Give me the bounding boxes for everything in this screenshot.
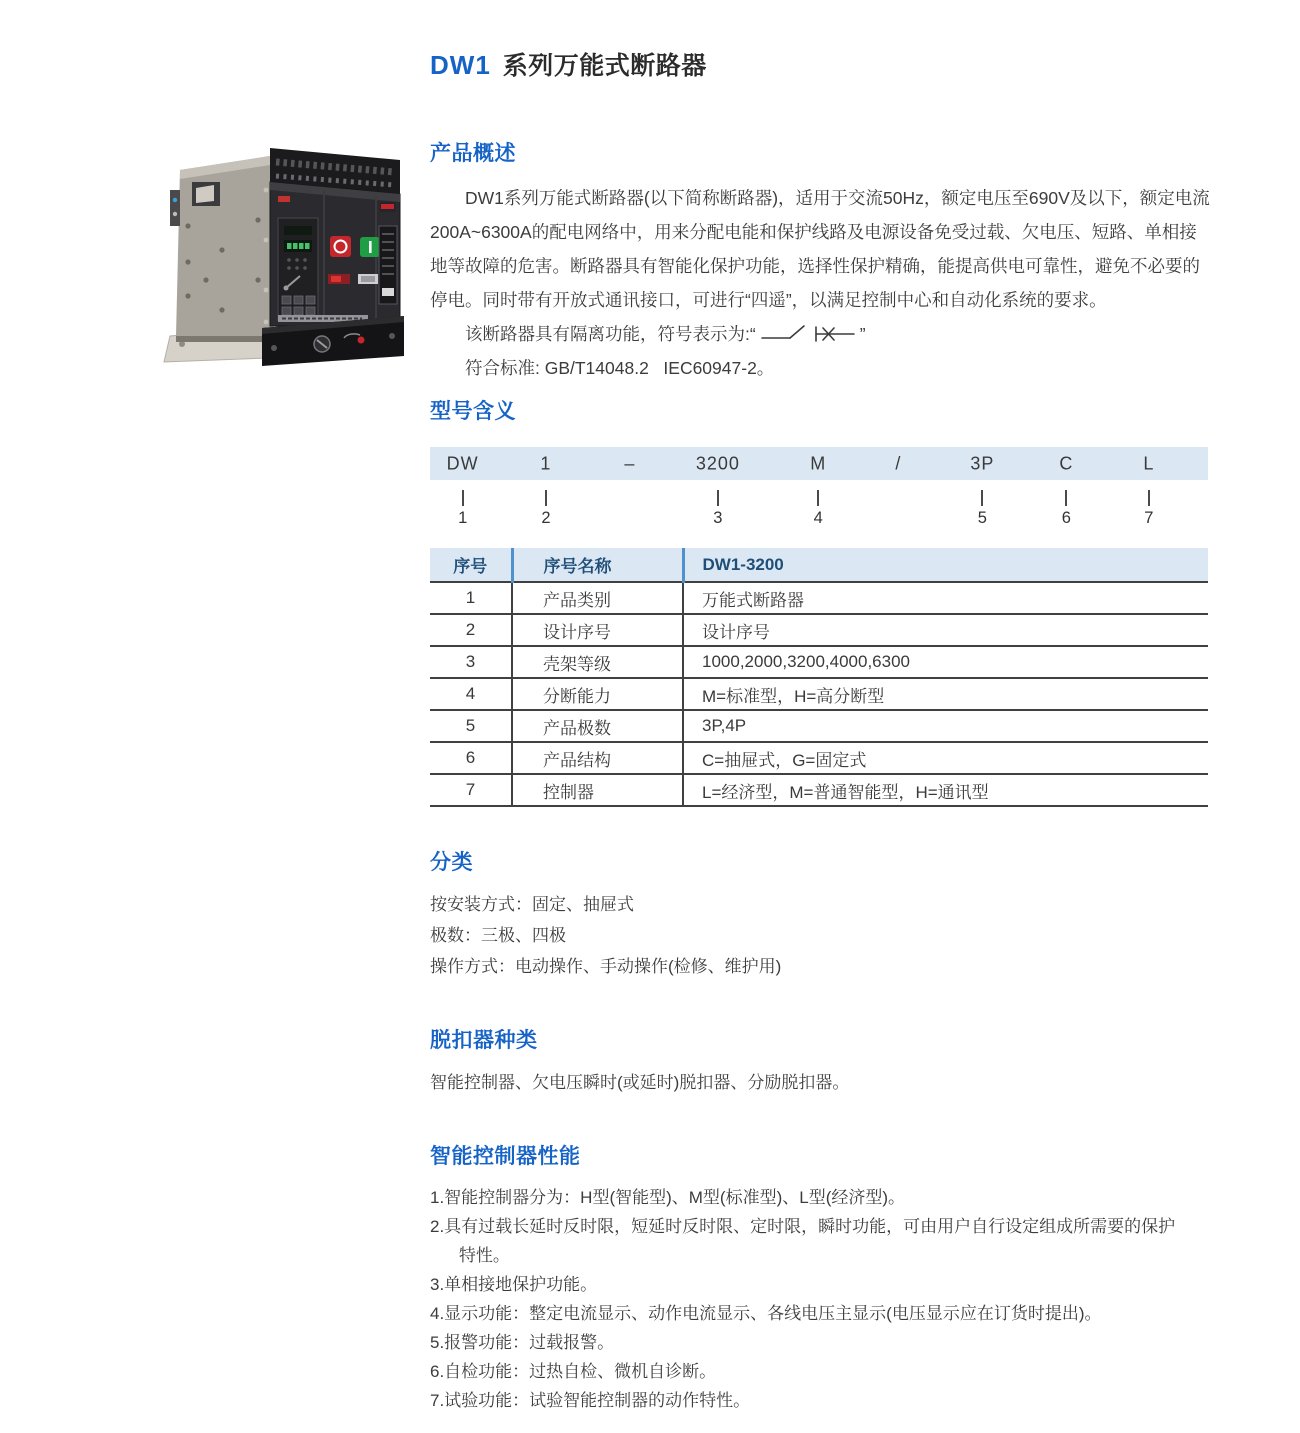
- segment-number: 7: [1144, 509, 1154, 527]
- table-cell: 产品极数: [512, 710, 683, 742]
- isolation-text-suffix: ”: [859, 324, 866, 344]
- overview-paragraph-2: [430, 317, 1212, 351]
- table-cell: 6: [430, 742, 512, 774]
- model-ticks: [430, 486, 1208, 534]
- classification-line: 极数：三极、四极: [430, 926, 566, 945]
- model-segment-label: /: [895, 453, 902, 473]
- classification-heading: 分类: [430, 851, 473, 874]
- overview-body: [430, 181, 1212, 385]
- table-cell: 壳架等级: [512, 646, 683, 678]
- table-header-cell: DW1-3200: [683, 548, 1208, 582]
- table-cell: 设计序号: [683, 614, 1208, 646]
- performance-item: 1.智能控制器分为：H型(智能型)、M型(标准型)、L型(经济型)。: [430, 1188, 906, 1207]
- table-cell: 万能式断路器: [683, 582, 1208, 614]
- performance-item: 5.报警功能：过载报警。: [430, 1333, 615, 1352]
- table-cell: 控制器: [512, 774, 683, 806]
- classification-line: 操作方式：电动操作、手动操作(检修、维护用): [430, 957, 782, 976]
- overview-paragraph-1: DW1系列万能式断路器(以下简称断路器)，适用于交流50Hz，额定电压至690V及以下，额定电流200A~6300A的配电网络中，用来分配电能和保护线路及电源设备免受过载、欠电压、短路、单相接地等故障的危害。断路器具有智能化保护功能，选择性保护精确，能提高供电可靠性，避免不必要的停电。同时带有开放式通讯接口，可进行“四遥”，以满足控制中心和自动化系统的要求。: [430, 188, 1210, 310]
- product-photo: [162, 130, 414, 372]
- segment-number: 6: [1061, 509, 1071, 527]
- model-table-head: [430, 548, 1208, 582]
- table-cell: L=经济型，M=普通智能型，H=通讯型: [683, 774, 1208, 806]
- table-header-cell: 序号名称: [512, 548, 683, 582]
- table-header-cell: 序号: [430, 548, 512, 582]
- segment-tick-mark: [545, 490, 547, 506]
- title-model-code: DW1: [430, 50, 491, 80]
- table-row: [430, 678, 1208, 710]
- classification-lines: [430, 889, 1212, 982]
- segment-tick-mark: [981, 490, 983, 506]
- table-row: [430, 742, 1208, 774]
- table-cell: 设计序号: [512, 614, 683, 646]
- model-segment-label: 3P: [970, 453, 995, 473]
- model-bar: [430, 447, 1208, 480]
- segment-number: 2: [541, 509, 551, 527]
- model-segment-label: 3200: [695, 453, 740, 473]
- performance-item: 2.具有过载长延时反时限，短延时反时限、定时限，瞬时功能，可由用户自行设定组成所需要的保护特性。: [430, 1217, 1176, 1265]
- model-table: [430, 548, 1208, 807]
- segment-tick-mark: [817, 490, 819, 506]
- overview-heading: 产品概述: [430, 142, 516, 165]
- table-cell: 产品类别: [512, 582, 683, 614]
- table-cell: 2: [430, 614, 512, 646]
- performance-item: 6.自检功能：过热自检、微机自诊断。: [430, 1362, 717, 1381]
- model-segment-label: L: [1143, 453, 1155, 473]
- table-row: [430, 710, 1208, 742]
- performance-heading: 智能控制器性能: [430, 1145, 581, 1168]
- table-cell: 4: [430, 678, 512, 710]
- table-cell: 7: [430, 774, 512, 806]
- segment-tick-mark: [1065, 490, 1067, 506]
- segment-number: 1: [458, 509, 468, 527]
- model-segment-label: –: [624, 453, 636, 473]
- segment-tick-mark: [717, 490, 719, 506]
- trip-unit-heading: 脱扣器种类: [430, 1029, 538, 1052]
- segment-tick-mark: [462, 490, 464, 506]
- table-cell: C=抽屉式，G=固定式: [683, 742, 1208, 774]
- table-cell: 3P,4P: [683, 710, 1208, 742]
- classification-line: 按安装方式：固定、抽屉式: [430, 895, 634, 914]
- table-cell: 5: [430, 710, 512, 742]
- circuit-breaker-illustration: [162, 130, 414, 372]
- segment-number: 3: [713, 509, 723, 527]
- segment-tick-mark: [1148, 490, 1150, 506]
- table-row: [430, 614, 1208, 646]
- isolation-switch-symbol-icon: [760, 322, 856, 344]
- table-row: [430, 774, 1208, 806]
- table-cell: 产品结构: [512, 742, 683, 774]
- table-cell: 1: [430, 582, 512, 614]
- performance-item: 7.试验功能：试验智能控制器的动作特性。: [430, 1391, 751, 1410]
- segment-number: 4: [813, 509, 823, 527]
- table-cell: 分断能力: [512, 678, 683, 710]
- table-cell: M=标准型，H=高分断型: [683, 678, 1208, 710]
- title-series-name: 系列万能式断路器: [502, 52, 707, 80]
- table-header-row: [430, 548, 1208, 582]
- table-cell: 1000,2000,3200,4000,6300: [683, 646, 1208, 678]
- model-table-body: [430, 582, 1208, 806]
- model-segment-label: 1: [540, 453, 552, 473]
- isolation-text-prefix: 该断路器具有隔离功能，符号表示为:“: [465, 324, 756, 344]
- trip-unit-line: 智能控制器、欠电压瞬时(或延时)脱扣器、分励脱扣器。: [430, 1073, 850, 1092]
- page-title: [430, 46, 707, 82]
- performance-list: [430, 1183, 1192, 1415]
- overview-paragraph-3: 符合标准: GB/T14048.2 IEC60947-2。: [465, 358, 775, 378]
- segment-number: 5: [977, 509, 987, 527]
- model-segment-label: M: [810, 453, 827, 473]
- performance-item: 3.单相接地保护功能。: [430, 1275, 598, 1294]
- performance-item: 4.显示功能：整定电流显示、动作电流显示、各线电压主显示(电压显示应在订货时提出)。: [430, 1304, 1102, 1323]
- table-row: [430, 582, 1208, 614]
- table-row: [430, 646, 1208, 678]
- table-cell: 3: [430, 646, 512, 678]
- model-segment-label: DW: [446, 453, 479, 473]
- model-heading: 型号含义: [430, 400, 516, 423]
- model-segment-label: C: [1059, 453, 1074, 473]
